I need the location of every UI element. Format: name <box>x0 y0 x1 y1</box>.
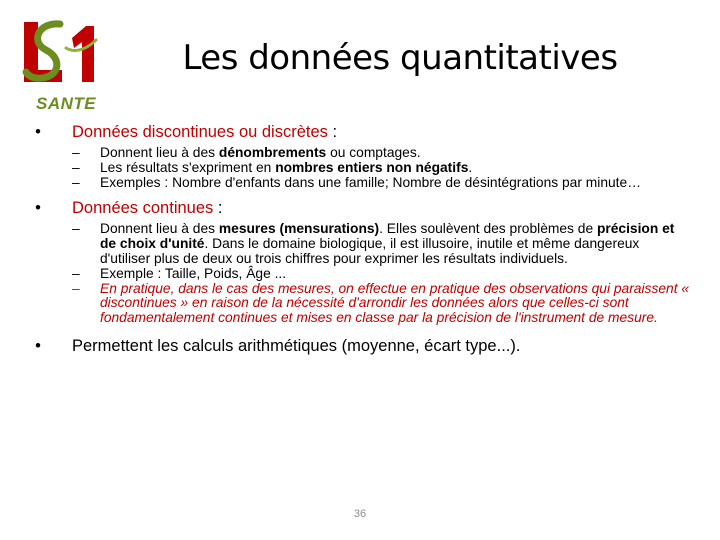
dash-marker: – <box>72 221 80 237</box>
bullet-text: Permettent les calculs arithmétiques (moyenne, écart type...). <box>72 336 521 355</box>
bullet-marker: • <box>35 336 41 355</box>
text-part: Donnent lieu à des <box>100 221 219 237</box>
heading-continuous: Données continues <box>72 199 214 218</box>
sub-item <box>28 146 690 161</box>
text-part: Les résultats s'expriment en <box>100 159 276 175</box>
sub-item <box>28 267 690 282</box>
dash-marker: – <box>72 159 80 175</box>
page-number: 36 <box>353 508 367 520</box>
bullet-marker: • <box>35 123 41 141</box>
bullet-marker: • <box>35 199 41 218</box>
text-part: . <box>468 159 473 175</box>
sub-item <box>28 176 690 191</box>
continuous-sublist <box>28 222 690 326</box>
bullet-continuous-data <box>28 198 690 218</box>
text-bold: nombres entiers non négatifs <box>275 159 469 175</box>
dash-marker: – <box>72 265 80 281</box>
logo-mark-icon <box>16 18 106 98</box>
text-part: Exemple : Taille, Poids, Âge ... <box>100 265 287 281</box>
text-part: . Elles soulèvent des problèmes de <box>379 221 597 237</box>
slide-content <box>28 122 690 358</box>
text-bold: dénombrements <box>218 145 327 160</box>
heading-suffix: : <box>327 123 338 141</box>
sub-item <box>28 222 690 266</box>
bullet-discrete-data <box>28 122 690 142</box>
text-part: . Dans le domaine biologique, il est illusoire, inutile et même dangereux d'utiliser plus de deux ou trois chiffres pour exprimer les résultats individuels. <box>100 236 640 266</box>
text-part: ou comptages. <box>326 145 421 160</box>
dash-marker: – <box>72 145 80 160</box>
slide-title: Les données quantitatives <box>182 38 618 78</box>
dash-marker: – <box>72 174 80 190</box>
heading-discrete: Données discontinues ou discrètes <box>72 123 328 141</box>
text-bold: mesures (mensurations) <box>218 221 380 237</box>
heading-suffix: : <box>213 199 223 218</box>
text-bold: précision et de choix d'unité <box>100 221 675 252</box>
text-part: Donnent lieu à des <box>100 145 219 160</box>
dash-marker: – <box>72 280 80 296</box>
sub-item <box>28 161 690 176</box>
text-part: En pratique, dans le cas des mesures, on effectue en pratique des observations qui paraissent « discontinues » en raison de la nécessité d'arrondir les données alors que celles-ci sont fondamentalement continues et mises en classe par la précision de l'instrument de mesure. <box>100 280 690 326</box>
text-part: Exemples : Nombre d'enfants dans une famille; Nombre de désintégrations par minute… <box>100 174 641 190</box>
sub-item-note <box>28 282 690 326</box>
logo-label: SANTE <box>36 94 97 113</box>
discrete-sublist <box>28 146 690 190</box>
bullet-arithmetic <box>28 336 690 356</box>
